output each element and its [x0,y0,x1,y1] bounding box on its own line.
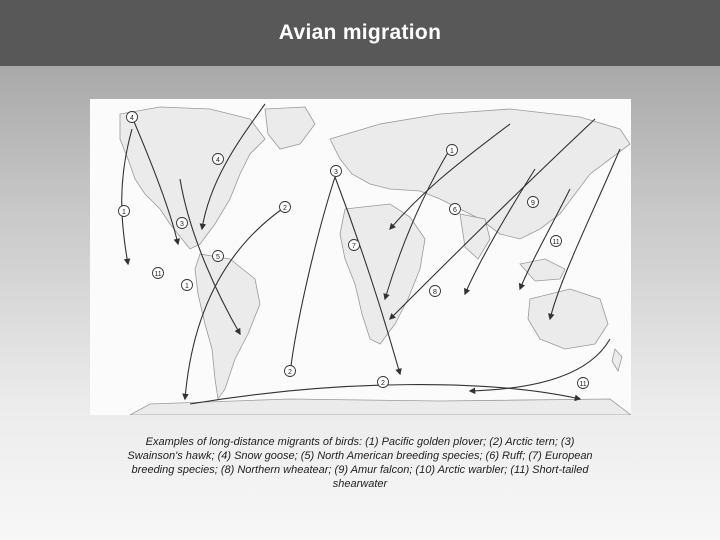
svg-text:11: 11 [579,381,587,388]
slide-title: Avian migration [278,21,442,44]
world-map-svg [90,99,631,415]
route-marker [285,366,296,377]
route-marker [280,202,291,213]
route-marker [430,286,441,297]
greenland-landmass [265,107,315,149]
se-asia-islands [520,259,565,281]
svg-text:2: 2 [288,369,292,376]
svg-text:7: 7 [352,243,356,250]
svg-text:1: 1 [122,209,126,216]
svg-text:9: 9 [531,200,535,207]
route-line [290,177,335,374]
route-marker [378,377,389,388]
route-marker [127,112,138,123]
svg-text:3: 3 [180,221,184,228]
route-marker [119,206,130,217]
svg-text:2: 2 [283,205,287,212]
route-marker [450,204,461,215]
route-marker [349,240,360,251]
svg-text:4: 4 [130,115,134,122]
route-marker [578,378,589,389]
svg-text:2: 2 [381,380,385,387]
route-marker [551,236,562,247]
route-marker [182,280,193,291]
route-line [470,339,610,391]
svg-text:11: 11 [552,239,560,246]
svg-text:4: 4 [216,157,220,164]
route-marker [331,166,342,177]
svg-text:3: 3 [334,169,338,176]
south-america-landmass [195,254,260,399]
continents [120,107,631,415]
route-marker [213,154,224,165]
route-marker [153,268,164,279]
figure-caption: Examples of long-distance migrants of birds: (1) Pacific golden plover; (2) Arctic tern; (3) Swainson's hawk; (4) Snow goose; (5) North American breeding species; (6) Ruff; (7) European breeding species; (8) Northern wheatear; (9) Amur falcon; (10) Arctic warbler; (11) Short-tailed shearwater [127,436,593,490]
svg-text:1: 1 [185,283,189,290]
route-marker [177,218,188,229]
svg-text:11: 11 [154,271,162,278]
migration-map [90,99,631,415]
route-marker [213,251,224,262]
svg-text:6: 6 [453,207,457,214]
route-marker [528,197,539,208]
route-marker [447,145,458,156]
new-zealand-landmass [612,349,622,371]
australia-landmass [528,289,608,349]
svg-text:5: 5 [216,254,220,261]
title-bar [0,0,720,66]
svg-text:8: 8 [433,289,437,296]
svg-text:1: 1 [450,148,454,155]
